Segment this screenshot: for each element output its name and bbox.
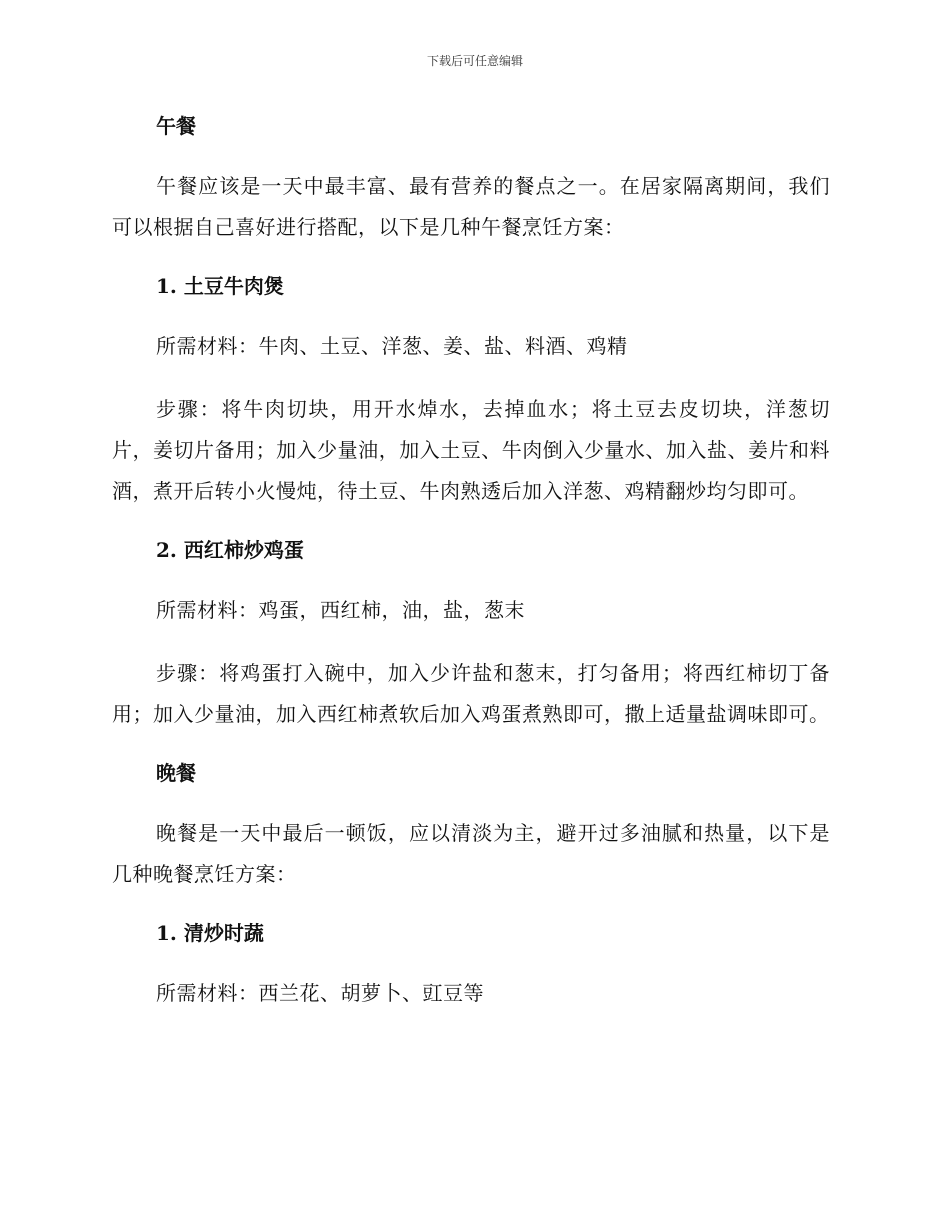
section-heading-dinner: 晚餐 [156, 761, 196, 785]
dish-title-tomato-egg: 2. 西红柿炒鸡蛋 [156, 538, 304, 562]
header-note: 下载后可任意编辑 [426, 54, 523, 68]
dinner-intro-paragraph: 晚餐是一天中最后一顿饭，应以清淡为主，避开过多油腻和热量，以下是几种晚餐烹饪方案： [112, 821, 830, 886]
document-body [112, 110, 830, 1014]
dish-title-stir-fried-vegetables: 1. 清炒时蔬 [156, 921, 264, 945]
section-heading-lunch: 午餐 [156, 114, 196, 138]
dish-ingredients-tomato-egg: 所需材料：鸡蛋，西红柿，油，盐，葱末 [156, 598, 525, 622]
dish-title-potato-beef: 1. 土豆牛肉煲 [156, 274, 284, 298]
dish-ingredients-potato-beef: 所需材料：牛肉、土豆、洋葱、姜、盐、料酒、鸡精 [156, 334, 628, 358]
dish-ingredients-stir-fried-vegetables: 所需材料：西兰花、胡萝卜、豇豆等 [156, 981, 484, 1005]
dish-steps-potato-beef: 步骤：将牛肉切块，用开水焯水，去掉血水；将土豆去皮切块，洋葱切片，姜切片备用；加入少量油，加入土豆、牛肉倒入少量水、加入盐、姜片和料酒，煮开后转小火慢炖，待土豆、牛肉熟透后加入洋葱、鸡精翻炒均匀即可。 [112, 397, 830, 503]
lunch-intro-paragraph: 午餐应该是一天中最丰富、最有营养的餐点之一。在居家隔离期间，我们可以根据自己喜好进行搭配，以下是几种午餐烹饪方案： [112, 174, 830, 239]
dish-steps-tomato-egg: 步骤：将鸡蛋打入碗中，加入少许盐和葱末，打匀备用；将西红柿切丁备用；加入少量油，加入西红柿煮软后加入鸡蛋煮熟即可，撒上适量盐调味即可。 [112, 661, 830, 726]
